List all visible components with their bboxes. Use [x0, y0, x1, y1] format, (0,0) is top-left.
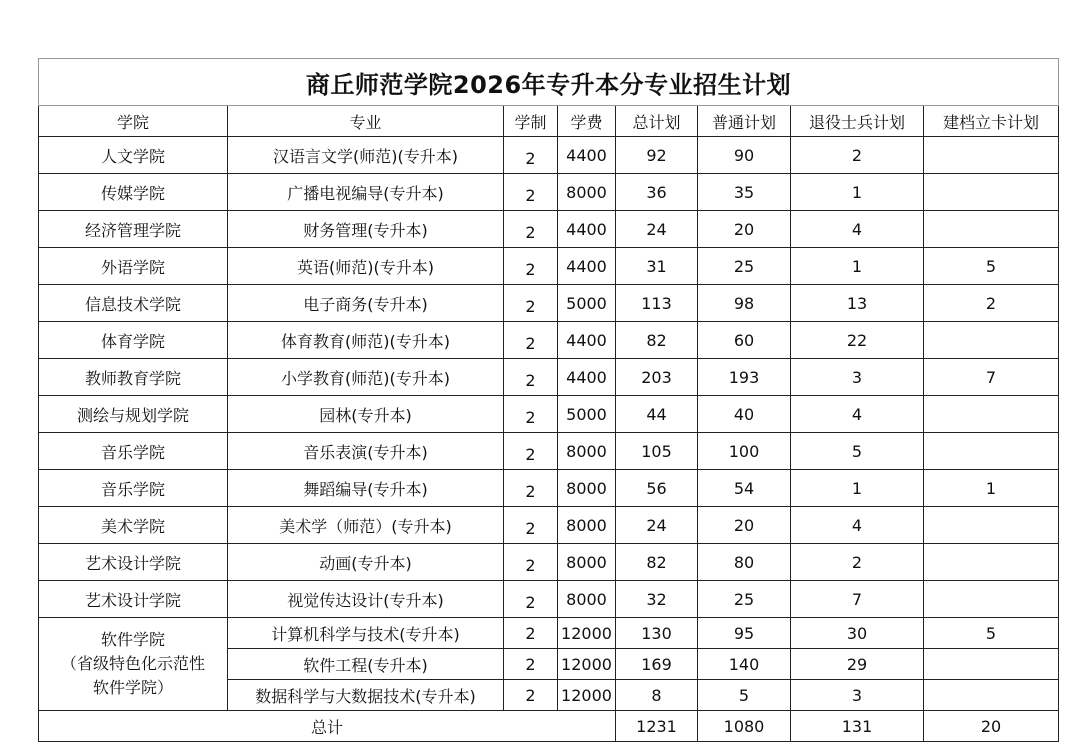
normal-plan-cell: 95: [698, 618, 791, 649]
major-cell: 美术学（师范）(专升本): [228, 507, 504, 544]
fee-cell: 4400: [558, 211, 616, 248]
poverty-plan-cell: [924, 581, 1059, 618]
table-row: [39, 174, 1059, 211]
veteran-plan-cell: 3: [791, 680, 924, 711]
college-cell: 外语学院: [39, 248, 228, 285]
total-plan-cell: 56: [616, 470, 698, 507]
poverty-plan-cell: [924, 433, 1059, 470]
table-row: [39, 137, 1059, 174]
enrollment-plan-sheet: [38, 58, 1059, 742]
veteran-plan-cell: 1: [791, 174, 924, 211]
fee-cell: 4400: [558, 137, 616, 174]
college-cell: 测绘与规划学院: [39, 396, 228, 433]
veteran-plan-sum: 131: [791, 711, 924, 742]
table-row: [39, 322, 1059, 359]
normal-plan-cell: 35: [698, 174, 791, 211]
poverty-plan-cell: [924, 211, 1059, 248]
normal-plan-cell: 80: [698, 544, 791, 581]
fee-cell: 12000: [558, 618, 616, 649]
fee-cell: 8000: [558, 470, 616, 507]
total-plan-cell: 32: [616, 581, 698, 618]
poverty-plan-cell: [924, 544, 1059, 581]
college-line: 软件学院: [100, 630, 165, 649]
college-cell: 体育学院: [39, 322, 228, 359]
header-years: 学制: [504, 106, 558, 137]
total-label: 总计: [39, 711, 616, 742]
veteran-plan-cell: 7: [791, 581, 924, 618]
veteran-plan-cell: 1: [791, 248, 924, 285]
header-poverty-plan: 建档立卡计划: [924, 106, 1059, 137]
fee-cell: 12000: [558, 680, 616, 711]
poverty-plan-cell: [924, 396, 1059, 433]
veteran-plan-cell: 5: [791, 433, 924, 470]
poverty-plan-cell: [924, 174, 1059, 211]
veteran-plan-cell: 1: [791, 470, 924, 507]
normal-plan-cell: 100: [698, 433, 791, 470]
poverty-plan-cell: 2: [924, 285, 1059, 322]
header-veteran-plan: 退役士兵计划: [791, 106, 924, 137]
total-plan-cell: 82: [616, 322, 698, 359]
header-total-plan: 总计划: [616, 106, 698, 137]
poverty-plan-cell: 1: [924, 470, 1059, 507]
college-cell: 音乐学院: [39, 470, 228, 507]
years-cell: 2: [504, 507, 558, 544]
fee-cell: 8000: [558, 507, 616, 544]
normal-plan-cell: 20: [698, 211, 791, 248]
enrollment-plan-table: [38, 58, 1059, 742]
total-plan-cell: 36: [616, 174, 698, 211]
college-line: （省级特色化示范性: [60, 654, 205, 673]
poverty-plan-cell: [924, 649, 1059, 680]
normal-plan-cell: 5: [698, 680, 791, 711]
fee-cell: 5000: [558, 285, 616, 322]
college-cell: 传媒学院: [39, 174, 228, 211]
total-plan-cell: 92: [616, 137, 698, 174]
total-plan-sum: 1231: [616, 711, 698, 742]
table-row: [39, 248, 1059, 285]
years-cell: 2: [504, 174, 558, 211]
college-cell: 人文学院: [39, 137, 228, 174]
poverty-plan-cell: [924, 507, 1059, 544]
normal-plan-sum: 1080: [698, 711, 791, 742]
years-cell: 2: [504, 359, 558, 396]
fee-cell: 4400: [558, 359, 616, 396]
college-cell: 艺术设计学院: [39, 544, 228, 581]
table-row: [39, 433, 1059, 470]
years-cell: 2: [504, 137, 558, 174]
normal-plan-cell: 40: [698, 396, 791, 433]
years-cell: 2: [504, 211, 558, 248]
major-cell: 动画(专升本): [228, 544, 504, 581]
major-cell: 音乐表演(专升本): [228, 433, 504, 470]
major-cell: 汉语言文学(师范)(专升本): [228, 137, 504, 174]
header-college: 学院: [39, 106, 228, 137]
years-cell: 2: [504, 285, 558, 322]
header-fee: 学费: [558, 106, 616, 137]
years-cell: 2: [504, 396, 558, 433]
table-row: [39, 396, 1059, 433]
major-cell: 小学教育(师范)(专升本): [228, 359, 504, 396]
major-cell: 园林(专升本): [228, 396, 504, 433]
table-row: [39, 618, 1059, 649]
table-title: 商丘师范学院2026年专升本分专业招生计划: [39, 59, 1059, 106]
header-normal-plan: 普通计划: [698, 106, 791, 137]
major-cell: 体育教育(师范)(专升本): [228, 322, 504, 359]
major-cell: 电子商务(专升本): [228, 285, 504, 322]
table-row: [39, 507, 1059, 544]
college-cell: 艺术设计学院: [39, 581, 228, 618]
major-cell: 英语(师范)(专升本): [228, 248, 504, 285]
major-cell: 视觉传达设计(专升本): [228, 581, 504, 618]
normal-plan-cell: 20: [698, 507, 791, 544]
veteran-plan-cell: 2: [791, 137, 924, 174]
total-plan-cell: 82: [616, 544, 698, 581]
total-row: [39, 711, 1059, 742]
years-cell: 2: [504, 433, 558, 470]
poverty-plan-cell: 5: [924, 248, 1059, 285]
table-row: [39, 359, 1059, 396]
poverty-plan-sum: 20: [924, 711, 1059, 742]
fee-cell: 5000: [558, 396, 616, 433]
total-plan-cell: 31: [616, 248, 698, 285]
years-cell: 2: [504, 649, 558, 680]
header-row: [39, 106, 1059, 137]
normal-plan-cell: 193: [698, 359, 791, 396]
poverty-plan-cell: 5: [924, 618, 1059, 649]
table-row: [39, 285, 1059, 322]
veteran-plan-cell: 29: [791, 649, 924, 680]
college-cell: 美术学院: [39, 507, 228, 544]
veteran-plan-cell: 4: [791, 211, 924, 248]
fee-cell: 8000: [558, 581, 616, 618]
veteran-plan-cell: 4: [791, 396, 924, 433]
total-plan-cell: 203: [616, 359, 698, 396]
college-cell-software: [39, 618, 228, 711]
college-cell: 信息技术学院: [39, 285, 228, 322]
normal-plan-cell: 90: [698, 137, 791, 174]
total-plan-cell: 24: [616, 507, 698, 544]
major-cell: 财务管理(专升本): [228, 211, 504, 248]
poverty-plan-cell: [924, 137, 1059, 174]
years-cell: 2: [504, 680, 558, 711]
fee-cell: 12000: [558, 649, 616, 680]
veteran-plan-cell: 30: [791, 618, 924, 649]
major-cell: 计算机科学与技术(专升本): [228, 618, 504, 649]
header-major: 专业: [228, 106, 504, 137]
veteran-plan-cell: 3: [791, 359, 924, 396]
major-cell: 广播电视编导(专升本): [228, 174, 504, 211]
major-cell: 数据科学与大数据技术(专升本): [228, 680, 504, 711]
normal-plan-cell: 54: [698, 470, 791, 507]
total-plan-cell: 24: [616, 211, 698, 248]
normal-plan-cell: 60: [698, 322, 791, 359]
fee-cell: 8000: [558, 433, 616, 470]
normal-plan-cell: 140: [698, 649, 791, 680]
poverty-plan-cell: 7: [924, 359, 1059, 396]
fee-cell: 4400: [558, 322, 616, 359]
college-cell: 教师教育学院: [39, 359, 228, 396]
years-cell: 2: [504, 248, 558, 285]
major-cell: 软件工程(专升本): [228, 649, 504, 680]
years-cell: 2: [504, 322, 558, 359]
poverty-plan-cell: [924, 680, 1059, 711]
years-cell: 2: [504, 618, 558, 649]
major-cell: 舞蹈编导(专升本): [228, 470, 504, 507]
fee-cell: 8000: [558, 544, 616, 581]
years-cell: 2: [504, 470, 558, 507]
veteran-plan-cell: 13: [791, 285, 924, 322]
total-plan-cell: 113: [616, 285, 698, 322]
table-row: [39, 581, 1059, 618]
college-cell: 经济管理学院: [39, 211, 228, 248]
total-plan-cell: 105: [616, 433, 698, 470]
veteran-plan-cell: 22: [791, 322, 924, 359]
college-line: 软件学院）: [92, 678, 173, 697]
total-plan-cell: 169: [616, 649, 698, 680]
fee-cell: 4400: [558, 248, 616, 285]
veteran-plan-cell: 2: [791, 544, 924, 581]
normal-plan-cell: 25: [698, 581, 791, 618]
normal-plan-cell: 25: [698, 248, 791, 285]
college-cell: 音乐学院: [39, 433, 228, 470]
fee-cell: 8000: [558, 174, 616, 211]
table-row: [39, 211, 1059, 248]
veteran-plan-cell: 4: [791, 507, 924, 544]
total-plan-cell: 8: [616, 680, 698, 711]
normal-plan-cell: 98: [698, 285, 791, 322]
poverty-plan-cell: [924, 322, 1059, 359]
table-row: [39, 544, 1059, 581]
years-cell: 2: [504, 544, 558, 581]
total-plan-cell: 130: [616, 618, 698, 649]
total-plan-cell: 44: [616, 396, 698, 433]
table-row: [39, 470, 1059, 507]
years-cell: 2: [504, 581, 558, 618]
